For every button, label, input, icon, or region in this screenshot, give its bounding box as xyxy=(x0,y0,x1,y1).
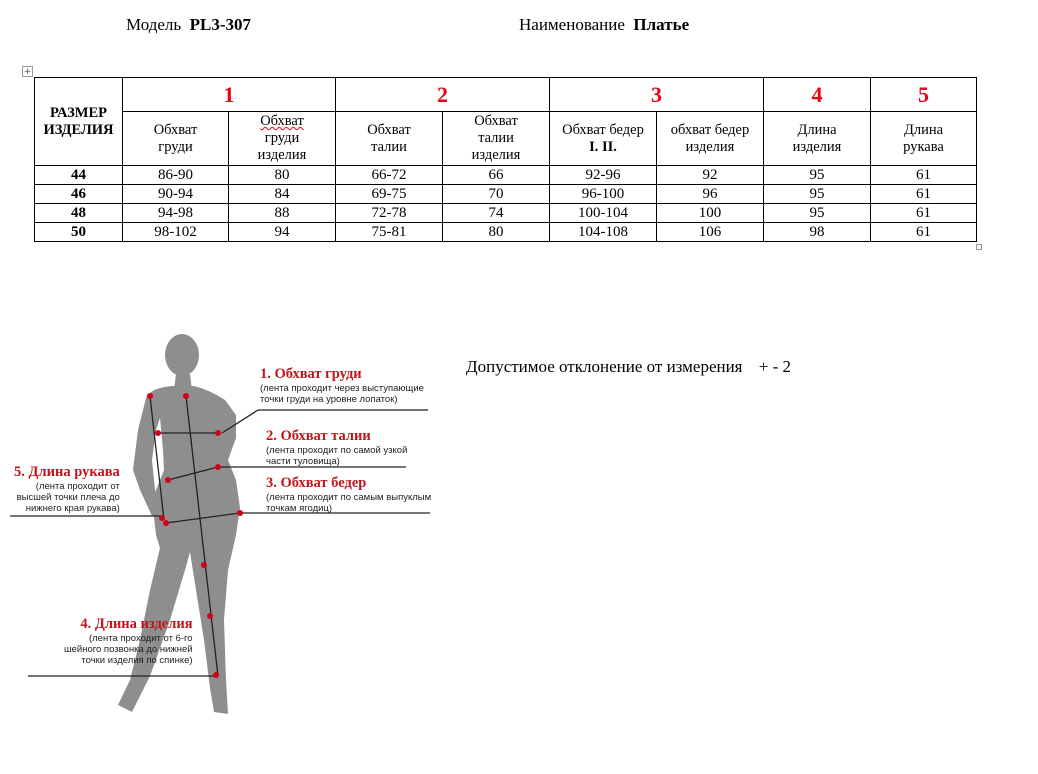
annotation-waist: 2. Обхват талии (лента проходит по самой узкой части туловища) xyxy=(266,428,408,467)
annotation-chest: 1. Обхват груди (лента проходит через выступающие точки груди на уровне лопаток) xyxy=(260,366,424,405)
group-4: 4 xyxy=(764,78,871,112)
model-value: PL3-307 xyxy=(189,15,252,34)
name-value: Платье xyxy=(633,15,690,34)
group-5: 5 xyxy=(871,78,977,112)
annotation-length: 4. Длина изделия (лента проходит от 6-го шейного позвонка до нижней точки изделия по спинке) xyxy=(64,616,193,666)
size-header-cell: РАЗМЕР ИЗДЕЛИЯ xyxy=(35,78,123,166)
group-1: 1 xyxy=(123,78,336,112)
table-row: 50 98-102 94 75-81 80 104-108 106 98 61 xyxy=(35,223,977,242)
col-chest-garment: Обхват груди изделия xyxy=(229,112,336,166)
group-2: 2 xyxy=(336,78,550,112)
col-length: Длина изделия xyxy=(764,112,871,166)
col-waist: Обхват талии xyxy=(336,112,443,166)
table-resize-handle[interactable] xyxy=(976,244,982,250)
tolerance-note xyxy=(466,357,791,377)
col-sleeve: Длина рукава xyxy=(871,112,977,166)
table-row: 44 86-90 80 66-72 66 92-96 92 95 61 xyxy=(35,166,977,185)
col-waist-garment: Обхват талии изделия xyxy=(443,112,550,166)
model-label: Модель xyxy=(126,15,182,34)
tolerance-text: Допустимое отклонение от измерения xyxy=(466,357,743,376)
tolerance-value: + - 2 xyxy=(758,357,791,376)
table-row: 48 94-98 88 72-78 74 100-104 100 95 61 xyxy=(35,204,977,223)
col-hips: Обхват бедер I. II. xyxy=(550,112,657,166)
model-header xyxy=(126,15,251,35)
group-3: 3 xyxy=(550,78,764,112)
annotation-hips: 3. Обхват бедер (лента проходит по самым выпуклым точкам ягодиц) xyxy=(266,475,432,514)
table-row: 46 90-94 84 69-75 70 96-100 96 95 61 xyxy=(35,185,977,204)
name-header xyxy=(519,15,689,35)
annotation-sleeve: 5. Длина рукава (лента проходит от высшей точки плеча до нижнего края рукава) xyxy=(14,464,120,514)
col-hips-garment: обхват бедер изделия xyxy=(657,112,764,166)
name-label: Наименование xyxy=(519,15,625,34)
col-chest: Обхват груди xyxy=(123,112,229,166)
table-move-handle-icon[interactable]: + xyxy=(23,67,32,77)
size-table xyxy=(34,77,977,242)
